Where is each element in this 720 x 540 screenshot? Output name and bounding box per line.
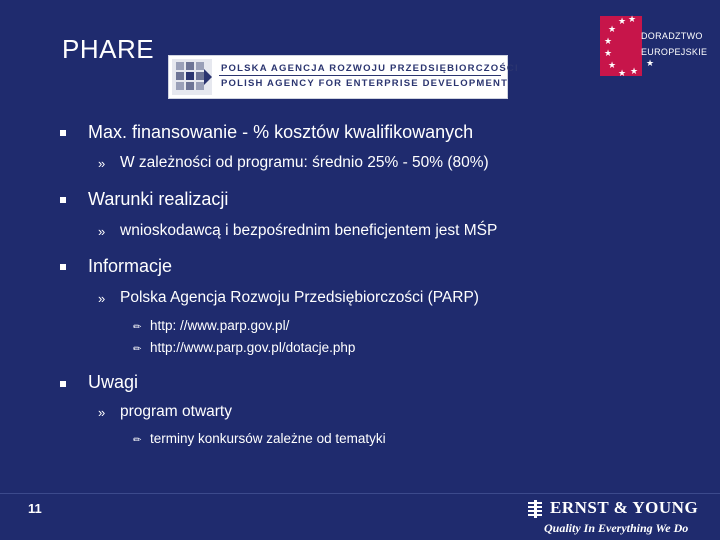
bullet-arrow-icon: » — [98, 224, 106, 239]
parp-logo-text-en: POLISH AGENCY FOR ENTERPRISE DEVELOPMENT — [221, 78, 509, 89]
link-parp-home[interactable]: http: //www.parp.gov.pl/ — [150, 318, 290, 333]
bullet-remarks: Uwagi — [88, 372, 139, 392]
ernst-young-name: ERNST & YOUNG — [550, 498, 699, 517]
svg-text:★: ★ — [646, 59, 655, 69]
footer-divider — [0, 493, 720, 494]
parp-logo-text-pl: POLSKA AGENCJA ROZWOJU PRZEDSIĘBIORCZOŚCI — [221, 63, 519, 74]
bullet-financing: Max. finansowanie - % kosztów kwalifikowanych — [88, 122, 474, 142]
ernst-young-mark-icon — [528, 500, 546, 518]
bullet-arrow-icon: » — [98, 156, 106, 171]
bullet-arrow-icon: » — [98, 405, 106, 420]
bullet-conditions: Warunki realizacji — [88, 189, 229, 209]
sub-bullet-open-program: program otwarty — [120, 403, 232, 420]
bullet-square-icon — [60, 130, 66, 136]
parp-logo-divider — [219, 75, 501, 76]
bullet-square-icon — [60, 197, 66, 203]
sub-bullet-financing-rate: W zależności od programu: średnio 25% - 50% (80%) — [120, 154, 489, 171]
eu-flag-icon — [600, 15, 655, 79]
svg-text:★: ★ — [604, 37, 613, 47]
svg-text:★: ★ — [618, 17, 627, 27]
pencil-icon: ✏ — [133, 322, 142, 333]
sub-bullet-parp: Polska Agencja Rozwoju Przedsiębiorczości (PARP) — [120, 289, 479, 306]
link-parp-grants[interactable]: http://www.parp.gov.pl/dotacje.php — [150, 340, 356, 355]
sub-bullet-beneficiary: wnioskodawcą i bezpośrednim beneficjentem jest MŚP — [120, 222, 498, 239]
svg-text:★: ★ — [630, 67, 639, 77]
bullet-square-icon — [60, 264, 66, 270]
slide-title: PHARE — [62, 34, 155, 64]
bullet-arrow-icon: » — [98, 291, 106, 306]
parp-logo-mark-icon — [172, 59, 212, 95]
partner-logo-line2: EUROPEJSKIE — [641, 47, 708, 57]
bullet-square-icon — [60, 381, 66, 387]
pencil-icon: ✏ — [133, 344, 142, 355]
ernst-young-logo — [524, 495, 699, 539]
svg-text:★: ★ — [608, 25, 617, 35]
ernst-young-tagline: Quality In Everything We Do — [544, 521, 689, 535]
page-number: 11 — [28, 501, 42, 516]
partner-logo-line1: DORADZTWO — [641, 31, 703, 41]
svg-text:★: ★ — [628, 15, 637, 25]
parp-logo — [168, 55, 519, 99]
pencil-icon: ✏ — [133, 435, 142, 446]
doradztwo-europejskie-logo — [600, 12, 716, 78]
svg-text:★: ★ — [608, 61, 617, 71]
svg-text:★: ★ — [618, 69, 627, 79]
bullet-information: Informacje — [88, 256, 173, 276]
svg-text:★: ★ — [604, 49, 613, 59]
sub-sub-bullet-deadlines: terminy konkursów zależne od tematyki — [150, 431, 386, 446]
